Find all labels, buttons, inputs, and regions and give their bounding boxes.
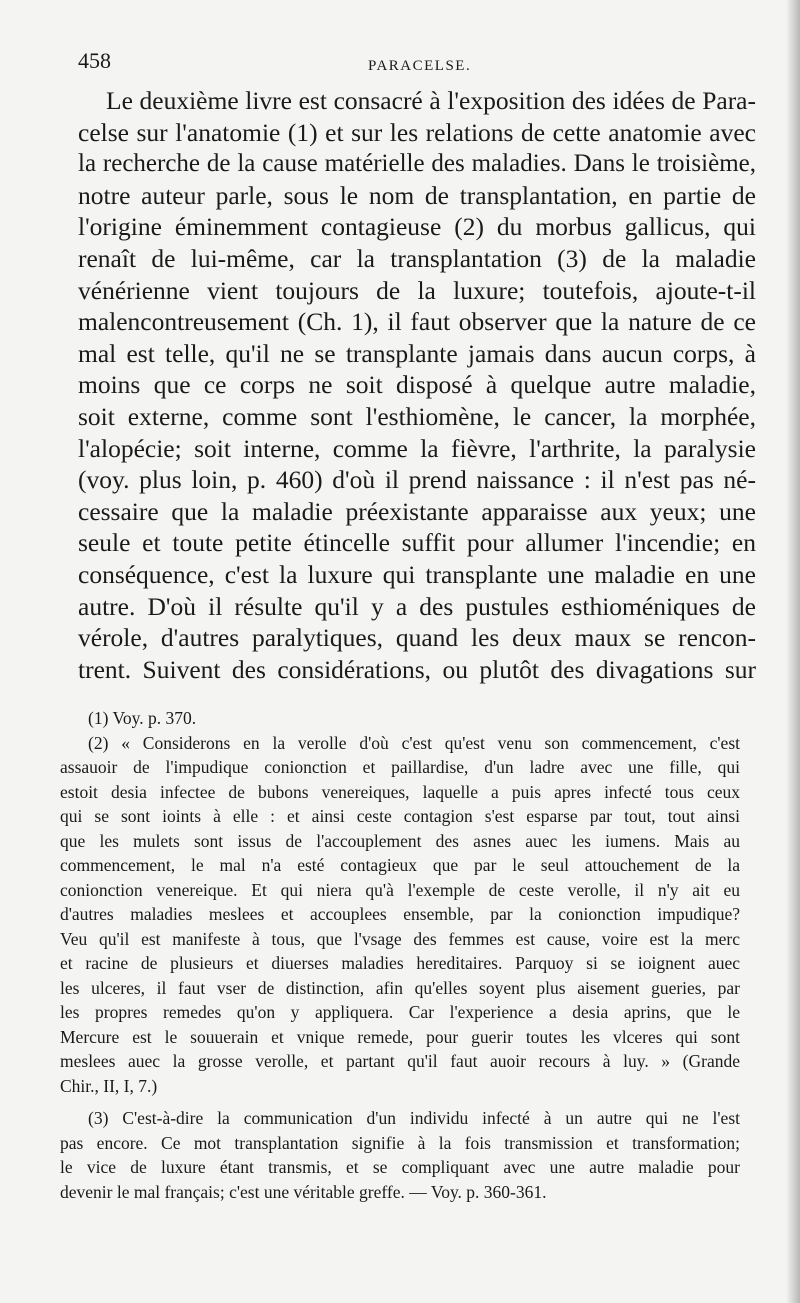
body-line: Le deuxième livre est consacré à l'exposition des idées de Para- xyxy=(106,86,756,115)
body-line: malencontreusement (Ch. 1), il faut observer que la nature de ce xyxy=(78,307,756,337)
footnote-line: les propres remedes qu'on y appliquera. Car l'experience a desia aprins, que le xyxy=(60,1002,740,1022)
body-line: trent. Suivent des considérations, ou plutôt des divagations sur xyxy=(78,654,756,684)
running-head: PARACELSE. xyxy=(368,58,472,74)
body-line: conséquence, c'est la luxure qui transplante une maladie en une xyxy=(78,559,756,589)
footnote-line: et racine de plusieurs et diuerses maladies hereditaires. Parquoy si se ioignent auec xyxy=(60,953,740,973)
footnote-gap xyxy=(60,1098,740,1106)
body-line: notre auteur parle, sous le nom de transplantation, en partie de xyxy=(78,180,756,210)
body-line: renaît de lui-même, car la transplantation (3) de la maladie xyxy=(78,243,756,273)
body-line: vénérienne vient toujours de la luxure; toutefois, ajoute-t-il xyxy=(78,275,756,305)
footnote-line: Mercure est le souuerain et vnique remede, pour guerir toutes les vlceres qui sont xyxy=(60,1026,740,1047)
footnote-line: qui se sont ioints à elle : et ainsi ceste contagion s'est esparse par tout, tout ainsi xyxy=(60,806,740,826)
footnote-line: (2) « Considerons en la verolle d'où c'est qu'est venu son commencement, c'est xyxy=(88,732,740,753)
footnote-line: commencement, le mal n'a esté contagieux que par le seul attouchement de la xyxy=(60,855,740,875)
footnote-line: le vice de luxure étant transmis, et se compliquant avec une autre maladie pour xyxy=(60,1157,740,1177)
footnote-line: pas encore. Ce mot transplantation signifie à la fois transmission et transformation; xyxy=(60,1132,740,1153)
footnote-line: d'autres maladies meslees et accouplees ensemble, par la conionction impudique? xyxy=(60,904,740,924)
body-line: mal est telle, qu'il ne se transplante jamais dans aucun corps, à xyxy=(78,338,756,368)
page-edge-shadow xyxy=(786,0,800,1303)
footnote-line: Chir., II, I, 7.) xyxy=(60,1075,158,1096)
footnote-line: les ulceres, il faut vser de distinction, afin qu'elles soyent plus aisement gueries, par xyxy=(60,977,740,998)
footnotes xyxy=(60,706,740,1204)
footnote-line: que les mulets sont issus de l'accouplement des asnes auec les iumens. Mais au xyxy=(60,830,740,851)
body-line: autre. D'où il résulte qu'il y a des pustules esthioméniques de xyxy=(78,591,756,621)
body-line: l'origine éminemment contagieuse (2) du morbus gallicus, qui xyxy=(78,212,756,242)
footnote-line: conionction venereique. Et qui niera qu'à l'exemple de ceste verolle, il n'y ait eu xyxy=(60,879,740,900)
body-line: vérole, d'autres paralytiques, quand les deux maux se rencon- xyxy=(78,623,756,653)
footnote-3 xyxy=(60,1106,740,1204)
body-line: (voy. plus loin, p. 460) d'où il prend naissance : il n'est pas né- xyxy=(78,465,756,495)
body-line: soit externe, comme sont l'esthiomène, le cancer, la morphée, xyxy=(78,401,756,431)
body-line: la recherche de la cause matérielle des maladies. Dans le troisième, xyxy=(78,150,756,178)
footnote-line: devenir le mal français; c'est une véritable greffe. — Voy. p. 360-361. xyxy=(60,1181,547,1202)
body-line: celse sur l'anatomie (1) et sur les relations de cette anatomie avec xyxy=(78,117,756,147)
footnote-1: (1) Voy. p. 370. xyxy=(88,708,197,728)
main-paragraph xyxy=(78,85,756,685)
footnote-line: (3) C'est-à-dire la communication d'un individu infecté à un autre qui ne l'est xyxy=(88,1108,740,1128)
footnote-line: estoit desia infectee de bubons venereiques, laquelle a puis apres infecté tous ceux xyxy=(60,781,740,802)
page-header xyxy=(78,48,758,78)
footnote-line: Veu qu'il est manifeste à tous, que l'vsage des femmes est cause, voire est la merc xyxy=(60,928,740,949)
footnote-2 xyxy=(60,731,740,1099)
footnote-line: meslees auec la grosse verolle, et partant qu'il faut auoir recours à luy. » (Grande xyxy=(60,1051,740,1071)
body-line: seule et toute petite étincelle suffit pour allumer l'incendie; en xyxy=(78,528,756,558)
body-line: moins que ce corps ne soit disposé à quelque autre maladie, xyxy=(78,370,756,400)
body-line: l'alopécie; soit interne, comme la fièvre, l'arthrite, la paralysie xyxy=(78,433,756,463)
page-number: 458 xyxy=(78,48,111,73)
footnote-line: assauoir de l'impudique conionction et paillardise, d'un ladre avec une fille, qui xyxy=(60,757,740,777)
body-line: cessaire que la maladie préexistante apparaisse aux yeux; une xyxy=(78,496,756,526)
